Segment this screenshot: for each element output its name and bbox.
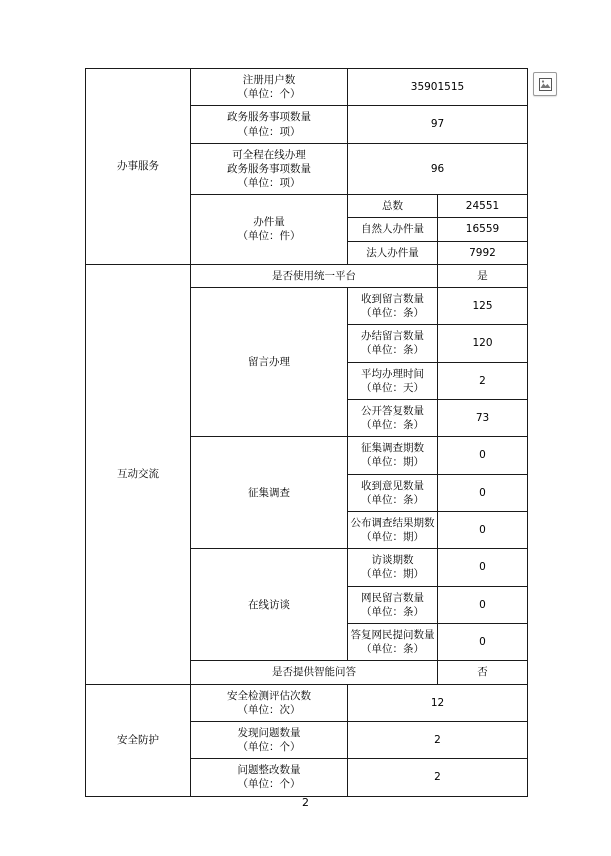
sub-item-label: 平均办理时间 [361,367,424,380]
item-label-line2: 政务服务事项数量 [227,162,311,175]
category-label: 安全防护 [117,733,159,746]
sub-item-unit: （单位：条） [361,493,424,506]
value-cell [438,511,528,548]
value-cell [348,721,528,758]
sub-item-cell [348,362,438,399]
category-cell-anquan-fanghu [86,684,191,796]
sub-item-cell [348,437,438,474]
sub-item-cell [348,511,438,548]
sub-item-cell [348,287,438,324]
value-cell [438,399,528,436]
sub-item-unit: （单位：期） [361,456,424,469]
value-cell [348,69,528,106]
sub-item-label: 法人办件量 [366,246,419,259]
item-unit: （单位：项） [237,125,301,138]
sub-item-unit: （单位：条） [361,419,424,432]
item-cell [191,661,438,684]
value-label: 125 [472,299,493,312]
item-unit: （单位：次） [237,703,301,716]
item-label: 注册用户数 [242,74,296,86]
value-label: 0 [479,636,486,649]
sub-item-label: 征集调查期数 [361,442,424,455]
value-cell [438,362,528,399]
item-cell [191,264,438,287]
sub-item-cell [348,325,438,362]
item-unit: （单位：项） [237,177,301,190]
item-cell [191,69,348,106]
value-cell [348,143,528,195]
item-cell [191,759,348,796]
value-cell [438,287,528,324]
item-label: 问题整改数量 [237,764,301,777]
item-cell [191,684,348,721]
item-label: 是否提供智能问答 [272,666,356,679]
sub-item-cell [348,195,438,218]
item-label: 在线访谈 [248,598,290,611]
sub-item-label: 访谈期数 [371,554,414,567]
item-unit: （单位：个） [237,88,301,101]
sub-item-unit: （单位：期） [361,568,424,581]
sub-item-unit: （单位：条） [361,605,424,618]
value-cell [438,474,528,511]
value-cell [348,759,528,796]
sub-item-cell [348,586,438,623]
value-cell [438,241,528,264]
value-label: 16559 [465,223,500,236]
item-label: 安全检测评估次数 [227,689,311,702]
item-cell [191,721,348,758]
value-cell [348,106,528,143]
value-cell [438,661,528,684]
value-cell [348,684,528,721]
sub-item-label: 收到意见数量 [361,479,424,492]
value-cell [438,264,528,287]
image-placeholder-icon [533,72,557,96]
value-label: 2 [434,771,441,784]
sub-item-cell [348,241,438,264]
sub-item-unit: （单位：条） [361,643,424,656]
sub-item-label: 公开答复数量 [361,404,424,417]
value-cell [438,586,528,623]
item-cell-zaixian-fangtan [191,549,348,661]
value-label: 0 [479,561,486,574]
sub-item-label: 收到留言数量 [361,292,424,305]
value-label: 是 [477,269,488,282]
item-label: 可全程在线办理 [232,148,306,161]
category-cell-hudong-jiaoliu [86,264,191,684]
item-cell-banjianliang [191,195,348,265]
category-label: 互动交流 [117,468,159,481]
item-label: 政务服务事项数量 [227,111,311,124]
item-unit: （单位：个） [237,778,301,791]
sub-item-label: 公布调查结果期数 [350,516,435,529]
value-label: 否 [477,666,488,679]
sub-item-label: 办结留言数量 [361,330,424,343]
sub-item-cell [348,399,438,436]
value-cell [438,325,528,362]
value-label: 35901515 [410,81,465,94]
sub-item-label: 总数 [382,200,403,213]
table-row [86,684,528,721]
sub-item-unit: （单位：期） [361,531,424,544]
value-label: 2 [434,733,441,746]
sub-item-label: 答复网民提问数量 [350,628,435,641]
value-cell [438,218,528,241]
value-cell [438,623,528,660]
value-label: 0 [479,598,486,611]
item-unit: （单位：个） [237,741,301,754]
sub-item-cell [348,549,438,586]
category-cell-banshi-fuwu [86,69,191,265]
sub-item-cell [348,474,438,511]
sub-item-unit: （单位：条） [361,307,424,320]
page-number: 2 [302,796,309,809]
item-cell-zhengji-diaocha [191,437,348,549]
value-label: 120 [472,337,493,350]
item-cell [191,143,348,195]
value-cell [438,195,528,218]
value-cell [438,437,528,474]
value-label: 96 [430,162,445,175]
value-label: 0 [479,449,486,462]
sub-item-unit: （单位：条） [361,344,424,357]
value-label: 0 [479,524,486,537]
value-label: 0 [479,486,486,499]
value-label: 73 [475,412,490,424]
sub-item-cell [348,623,438,660]
category-label: 办事服务 [117,160,159,173]
sub-item-label: 自然人办件量 [361,223,424,236]
annual-report-table [85,68,528,797]
item-label: 征集调查 [248,486,290,499]
table-row [86,69,528,106]
value-label: 12 [430,696,445,709]
item-label: 是否使用统一平台 [272,269,356,282]
sub-item-cell [348,218,438,241]
item-unit: （单位：件） [237,230,301,243]
sub-item-unit: （单位：天） [361,381,424,394]
item-label: 留言办理 [248,355,290,368]
item-cell-liuyan-banli [191,287,348,436]
value-label: 2 [479,374,486,387]
value-label: 97 [430,118,445,131]
table-row [86,264,528,287]
value-cell [438,549,528,586]
value-label: 7992 [469,246,496,259]
item-label: 发现问题数量 [237,726,301,739]
sub-item-label: 网民留言数量 [361,591,424,604]
value-label: 24551 [465,200,500,213]
item-cell [191,106,348,143]
item-label: 办件量 [253,216,285,229]
